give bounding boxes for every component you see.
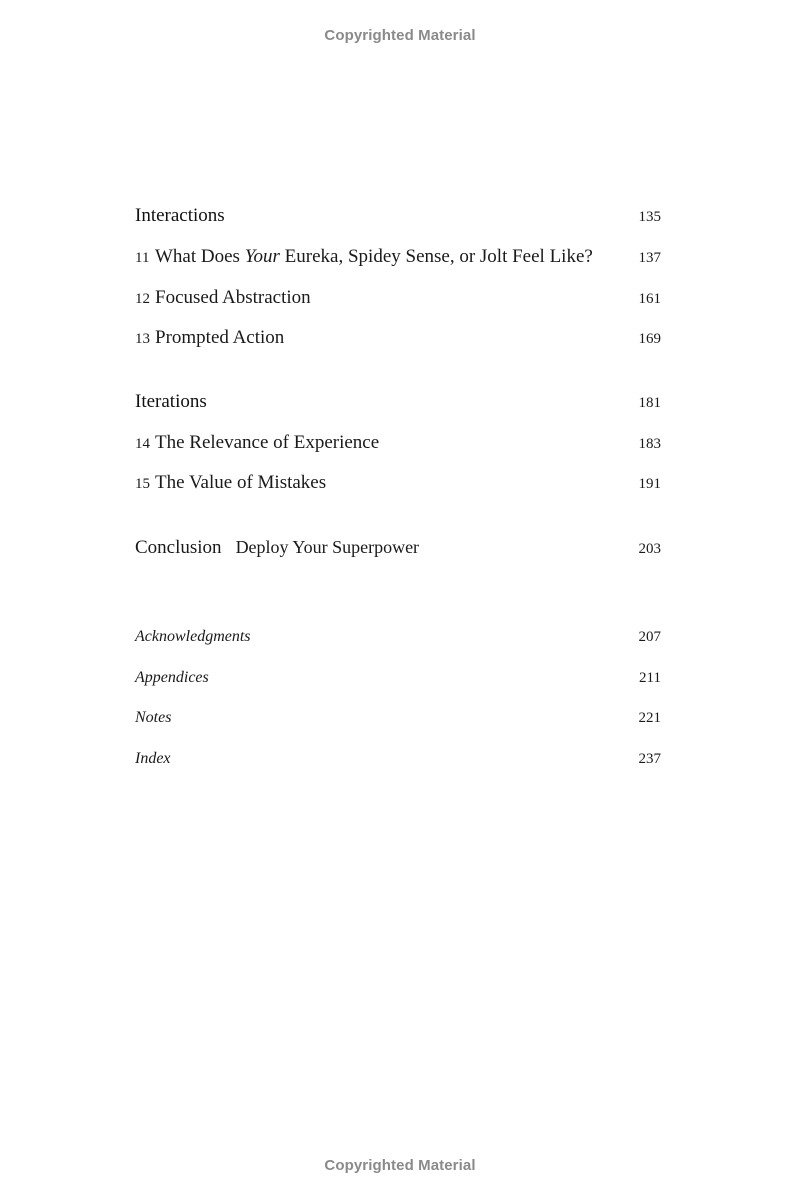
page-number: 207 (638, 629, 661, 645)
chapter-title: Prompted Action (155, 327, 285, 348)
backmatter-title: Notes (135, 709, 172, 726)
page-number: 191 (638, 476, 661, 492)
conclusion-label: Conclusion (135, 537, 222, 558)
part-title: Interactions (135, 205, 225, 226)
page-number: 135 (638, 209, 661, 225)
toc-notes[interactable] (135, 709, 661, 727)
conclusion-title: Deploy Your Superpower (235, 537, 420, 557)
chapter-number: 14 (135, 436, 150, 452)
chapter-number: 12 (135, 291, 150, 307)
toc-chapter-14[interactable] (135, 432, 661, 454)
toc-acknowledgments[interactable] (135, 628, 661, 646)
toc-chapter-11[interactable] (135, 246, 661, 268)
toc-conclusion[interactable] (135, 537, 661, 559)
chapter-title: The Relevance of Experience (155, 432, 380, 453)
chapter-title: What Does Your Eureka, Spidey Sense, or Jolt Feel Like? (155, 246, 593, 267)
chapter-title: The Value of Mistakes (155, 472, 327, 493)
page-number: 211 (639, 670, 661, 686)
chapter-number: 11 (135, 250, 150, 266)
copyright-watermark-bottom: Copyrighted Material (324, 1157, 476, 1174)
toc-part-interactions[interactable] (135, 205, 661, 227)
toc-index[interactable] (135, 750, 661, 768)
page-number: 183 (638, 436, 661, 452)
toc-chapter-13[interactable] (135, 327, 661, 349)
backmatter-title: Index (135, 750, 171, 767)
copyright-watermark-top: Copyrighted Material (324, 27, 476, 44)
page-number: 237 (638, 751, 661, 767)
page-number: 221 (638, 710, 661, 726)
toc-chapter-15[interactable] (135, 472, 661, 494)
part-title: Iterations (135, 391, 207, 412)
toc-part-iterations[interactable] (135, 391, 661, 413)
page-number: 169 (638, 331, 661, 347)
page-number: 203 (638, 541, 661, 557)
page-number: 181 (638, 395, 661, 411)
chapter-title: Focused Abstraction (155, 287, 311, 308)
page-number: 137 (638, 250, 661, 266)
backmatter-title: Acknowledgments (135, 628, 251, 645)
page-number: 161 (638, 291, 661, 307)
backmatter-title: Appendices (135, 669, 209, 686)
chapter-number: 15 (135, 476, 150, 492)
toc-appendices[interactable] (135, 669, 661, 687)
toc-chapter-12[interactable] (135, 287, 661, 309)
chapter-number: 13 (135, 331, 150, 347)
